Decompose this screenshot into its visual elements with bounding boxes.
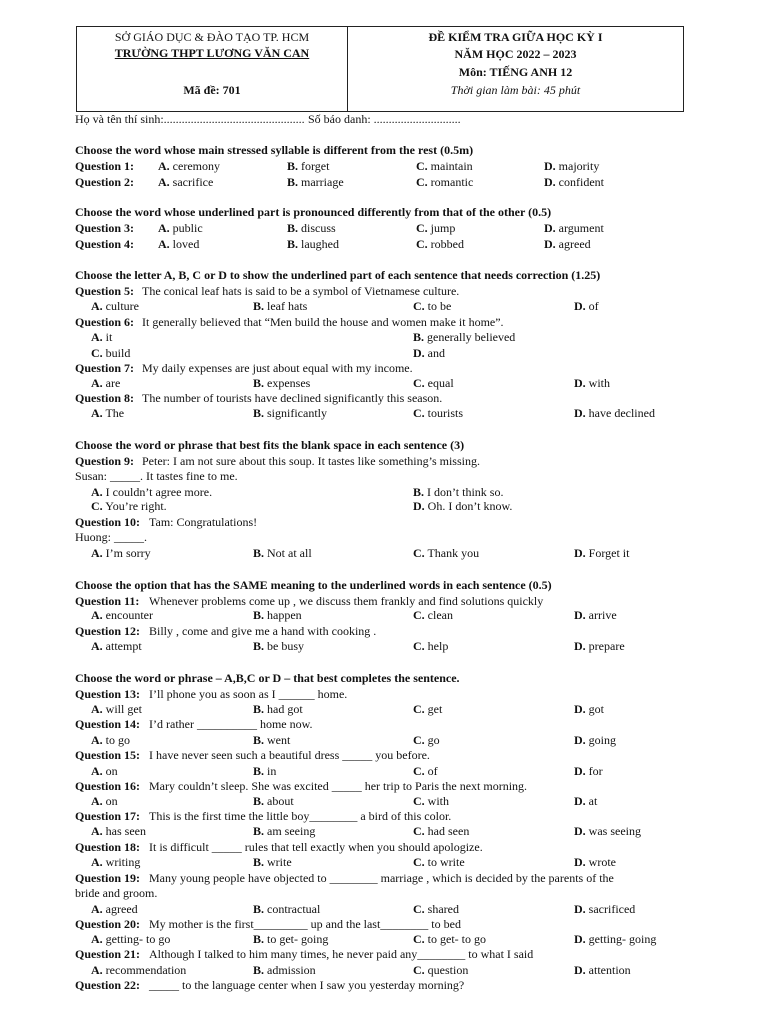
question-stem: It is difficult _____ rules that tell exactly when you should apologize. bbox=[149, 840, 483, 854]
option-c: C. with bbox=[413, 794, 450, 808]
question-17-options bbox=[0, 823, 768, 839]
option-d: D. attention bbox=[574, 963, 631, 977]
option-a: A. ceremony bbox=[158, 159, 220, 173]
option-b: B. discuss bbox=[287, 221, 336, 235]
question-stem: Mary couldn’t sleep. She was excited _____ her trip to Paris the next morning. bbox=[149, 779, 528, 793]
option-a: A. will get bbox=[91, 702, 142, 716]
question-number: Question 14: bbox=[75, 717, 141, 731]
question-20-stem bbox=[0, 916, 768, 932]
question-12-options bbox=[0, 638, 768, 654]
question-stem-continued: Huong: _____. bbox=[75, 530, 147, 544]
option-b: B. forget bbox=[287, 159, 330, 173]
section-3-heading: Choose the letter A, B, C or D to show the underlined part of each sentence that needs correction (1.25) bbox=[75, 268, 601, 282]
option-c: C. help bbox=[413, 639, 449, 653]
section-heading bbox=[0, 577, 768, 593]
student-name-field: Họ và tên thí sinh:............................................... bbox=[75, 112, 305, 126]
question-number: Question 13: bbox=[75, 687, 141, 701]
exam-header bbox=[76, 26, 684, 112]
option-b: B. be busy bbox=[253, 639, 305, 653]
option-b: B. am seeing bbox=[253, 824, 316, 838]
option-b: B. I don’t think so. bbox=[413, 485, 504, 499]
question-21-stem bbox=[0, 946, 768, 962]
option-c: C. jump bbox=[416, 221, 456, 235]
question-number: Question 5: bbox=[75, 284, 135, 298]
option-d: D. wrote bbox=[574, 855, 616, 869]
option-d: D. going bbox=[574, 733, 617, 747]
option-d: D. agreed bbox=[544, 237, 591, 251]
section-4-heading: Choose the word or phrase that best fits the blank space in each sentence (3) bbox=[75, 438, 465, 452]
question-15-options bbox=[0, 763, 768, 779]
question-stem-continued: Susan: _____. It tastes fine to me. bbox=[75, 469, 238, 483]
option-a: A. are bbox=[91, 376, 121, 390]
section-heading bbox=[0, 204, 768, 220]
option-c: C. of bbox=[413, 764, 438, 778]
option-a: A. on bbox=[91, 764, 118, 778]
school-name: TRƯỜNG THPT LƯƠNG VĂN CAN bbox=[114, 46, 310, 60]
question-22-stem bbox=[0, 977, 768, 993]
option-a: A. public bbox=[158, 221, 203, 235]
option-b: B. went bbox=[253, 733, 291, 747]
school-year: NĂM HỌC 2022 – 2023 bbox=[454, 47, 577, 61]
option-a: A. I’m sorry bbox=[91, 546, 151, 560]
option-d: D. and bbox=[413, 346, 445, 360]
section-heading bbox=[0, 267, 768, 283]
question-14-stem bbox=[0, 716, 768, 732]
question-number: Question 12: bbox=[75, 624, 141, 638]
option-c: C. go bbox=[413, 733, 440, 747]
department-name: SỞ GIÁO DỤC & ĐÀO TẠO TP. HCM bbox=[114, 30, 310, 44]
question-4 bbox=[0, 236, 768, 252]
option-d: D. getting- going bbox=[574, 932, 657, 946]
question-number: Question 2: bbox=[75, 175, 135, 189]
option-a: A. it bbox=[91, 330, 113, 344]
header-left bbox=[77, 27, 347, 111]
option-b: B. happen bbox=[253, 608, 302, 622]
option-d: D. confident bbox=[544, 175, 604, 189]
question-10-stem-2 bbox=[0, 529, 768, 545]
option-b: B. in bbox=[253, 764, 277, 778]
question-19-stem bbox=[0, 870, 768, 886]
option-a: A. loved bbox=[158, 237, 200, 251]
option-b: B. write bbox=[253, 855, 292, 869]
option-a: A. culture bbox=[91, 299, 139, 313]
option-b: B. had got bbox=[253, 702, 303, 716]
option-d: D. Oh. I don’t know. bbox=[413, 499, 513, 513]
question-number: Question 7: bbox=[75, 361, 135, 375]
question-21-options bbox=[0, 962, 768, 978]
option-d: D. have declined bbox=[574, 406, 655, 420]
question-number: Question 22: bbox=[75, 978, 141, 992]
option-b: B. expenses bbox=[253, 376, 311, 390]
option-a: A. The bbox=[91, 406, 125, 420]
option-c: C. Thank you bbox=[413, 546, 480, 560]
question-12-stem bbox=[0, 623, 768, 639]
option-a: A. agreed bbox=[91, 902, 138, 916]
question-number: Question 19: bbox=[75, 871, 141, 885]
question-20-options bbox=[0, 931, 768, 947]
question-5-stem bbox=[0, 283, 768, 299]
option-d: D. for bbox=[574, 764, 603, 778]
question-16-options bbox=[0, 793, 768, 809]
question-10-options bbox=[0, 545, 768, 561]
question-stem: Billy , come and give me a hand with cooking . bbox=[149, 624, 377, 638]
question-stem: The number of tourists have declined significantly this season. bbox=[142, 391, 443, 405]
question-number: Question 16: bbox=[75, 779, 141, 793]
question-6-stem bbox=[0, 314, 768, 330]
option-c: C. tourists bbox=[413, 406, 464, 420]
question-17-stem bbox=[0, 808, 768, 824]
duration: Thời gian làm bài: 45 phút bbox=[450, 83, 581, 97]
question-number: Question 20: bbox=[75, 917, 141, 931]
option-c: C. to get- to go bbox=[413, 932, 486, 946]
option-d: D. Forget it bbox=[574, 546, 630, 560]
option-c: C. You’re right. bbox=[91, 499, 167, 513]
option-d: D. got bbox=[574, 702, 605, 716]
question-stem-continued: bride and groom. bbox=[75, 886, 158, 900]
question-stem: Peter: I am not sure about this soup. It tastes like something’s missing. bbox=[142, 454, 480, 468]
question-number: Question 1: bbox=[75, 159, 135, 173]
question-stem: My daily expenses are just about equal with my income. bbox=[142, 361, 413, 375]
option-c: C. romantic bbox=[416, 175, 474, 189]
option-c: C. robbed bbox=[416, 237, 464, 251]
option-b: B. to get- going bbox=[253, 932, 329, 946]
section-6-heading: Choose the word or phrase – A,B,C or D – that best completes the sentence. bbox=[75, 671, 460, 685]
option-a: A. has seen bbox=[91, 824, 146, 838]
option-d: D. sacrificed bbox=[574, 902, 636, 916]
question-number: Question 17: bbox=[75, 809, 141, 823]
question-3 bbox=[0, 220, 768, 236]
question-number: Question 15: bbox=[75, 748, 141, 762]
question-number: Question 6: bbox=[75, 315, 135, 329]
question-11-options bbox=[0, 607, 768, 623]
subject: Môn: TIẾNG ANH 12 bbox=[458, 65, 573, 79]
question-8-options bbox=[0, 405, 768, 421]
question-stem: Whenever problems come up , we discuss them frankly and find solutions quickly bbox=[149, 594, 544, 608]
option-b: B. admission bbox=[253, 963, 316, 977]
option-c: C. equal bbox=[413, 376, 454, 390]
question-stem: Tam: Congratulations! bbox=[149, 515, 258, 529]
option-c: C. to be bbox=[413, 299, 452, 313]
question-9-stem bbox=[0, 453, 768, 469]
option-c: C. get bbox=[413, 702, 443, 716]
question-number: Question 3: bbox=[75, 221, 135, 235]
question-number: Question 18: bbox=[75, 840, 141, 854]
student-info-line bbox=[0, 111, 768, 127]
option-a: A. to go bbox=[91, 733, 131, 747]
option-b: B. laughed bbox=[287, 237, 340, 251]
option-d: D. of bbox=[574, 299, 599, 313]
question-stem: I have never seen such a beautiful dress _____ you before. bbox=[149, 748, 430, 762]
section-heading bbox=[0, 142, 768, 158]
question-18-options bbox=[0, 854, 768, 870]
option-d: D. was seeing bbox=[574, 824, 641, 838]
option-a: A. sacrifice bbox=[158, 175, 214, 189]
question-1 bbox=[0, 158, 768, 174]
question-stem: It generally believed that “Men build the house and women make it home”. bbox=[142, 315, 504, 329]
option-b: B. contractual bbox=[253, 902, 321, 916]
section-heading bbox=[0, 670, 768, 686]
option-b: B. generally believed bbox=[413, 330, 516, 344]
option-d: D. with bbox=[574, 376, 611, 390]
option-c: C. clean bbox=[413, 608, 453, 622]
question-stem: This is the first time the little boy________ a bird of this color. bbox=[149, 809, 452, 823]
question-number: Question 21: bbox=[75, 947, 141, 961]
question-stem: The conical leaf hats is said to be a symbol of Vietnamese culture. bbox=[142, 284, 460, 298]
option-d: D. argument bbox=[544, 221, 604, 235]
option-c: C. shared bbox=[413, 902, 459, 916]
question-9-options-2 bbox=[0, 498, 768, 514]
option-a: A. getting- to go bbox=[91, 932, 171, 946]
question-number: Question 4: bbox=[75, 237, 135, 251]
option-d: D. at bbox=[574, 794, 598, 808]
section-5-heading: Choose the option that has the SAME meaning to the underlined words in each sentence (0.5) bbox=[75, 578, 552, 592]
question-stem: I’ll phone you as soon as I ______ home. bbox=[149, 687, 348, 701]
exam-code: Mã đề: 701 bbox=[183, 83, 241, 97]
question-14-options bbox=[0, 732, 768, 748]
question-stem: Many young people have objected to ________ marriage , which is decided by the parents of the bbox=[149, 871, 614, 885]
option-c: C. maintain bbox=[416, 159, 473, 173]
student-id-field: Số báo danh: ............................. bbox=[308, 112, 461, 126]
option-a: A. writing bbox=[91, 855, 141, 869]
option-b: B. about bbox=[253, 794, 294, 808]
header-right bbox=[348, 27, 683, 111]
question-stem: I’d rather __________ home now. bbox=[149, 717, 313, 731]
option-a: A. recommendation bbox=[91, 963, 187, 977]
option-c: C. build bbox=[91, 346, 131, 360]
option-b: B. leaf hats bbox=[253, 299, 308, 313]
question-7-stem bbox=[0, 360, 768, 376]
question-15-stem bbox=[0, 747, 768, 763]
question-5-options bbox=[0, 298, 768, 314]
section-2-heading: Choose the word whose underlined part is pronounced differently from that of the other (0.5) bbox=[75, 205, 552, 219]
question-18-stem bbox=[0, 839, 768, 855]
option-b: B. Not at all bbox=[253, 546, 312, 560]
question-6-options-1 bbox=[0, 329, 768, 345]
question-9-stem-2 bbox=[0, 468, 768, 484]
question-13-options bbox=[0, 701, 768, 717]
question-stem: Although I talked to him many times, he never paid any________ to what I said bbox=[149, 947, 534, 961]
section-1-heading: Choose the word whose main stressed syllable is different from the rest (0.5m) bbox=[75, 143, 474, 157]
question-16-stem bbox=[0, 778, 768, 794]
question-8-stem bbox=[0, 390, 768, 406]
option-a: A. attempt bbox=[91, 639, 142, 653]
section-heading bbox=[0, 437, 768, 453]
question-stem: My mother is the first_________ up and the last________ to bed bbox=[149, 917, 461, 931]
option-a: A. I couldn’t agree more. bbox=[91, 485, 213, 499]
question-number: Question 9: bbox=[75, 454, 135, 468]
question-19-stem-2 bbox=[0, 885, 768, 901]
option-a: A. on bbox=[91, 794, 118, 808]
option-c: C. had seen bbox=[413, 824, 470, 838]
question-number: Question 8: bbox=[75, 391, 135, 405]
option-d: D. prepare bbox=[574, 639, 625, 653]
option-b: B. marriage bbox=[287, 175, 344, 189]
option-c: C. to write bbox=[413, 855, 465, 869]
question-number: Question 11: bbox=[75, 594, 140, 608]
question-2 bbox=[0, 174, 768, 190]
option-d: D. majority bbox=[544, 159, 600, 173]
exam-title: ĐỀ KIỂM TRA GIỮA HỌC KỲ I bbox=[428, 30, 603, 44]
question-number: Question 10: bbox=[75, 515, 141, 529]
question-19-options bbox=[0, 901, 768, 917]
question-10-stem bbox=[0, 514, 768, 530]
question-stem: _____ to the language center when I saw you yesterday morning? bbox=[149, 978, 465, 992]
option-b: B. significantly bbox=[253, 406, 328, 420]
question-7-options bbox=[0, 375, 768, 391]
question-6-options-2 bbox=[0, 345, 768, 361]
question-13-stem bbox=[0, 686, 768, 702]
option-a: A. encounter bbox=[91, 608, 153, 622]
option-d: D. arrive bbox=[574, 608, 617, 622]
option-c: C. question bbox=[413, 963, 469, 977]
